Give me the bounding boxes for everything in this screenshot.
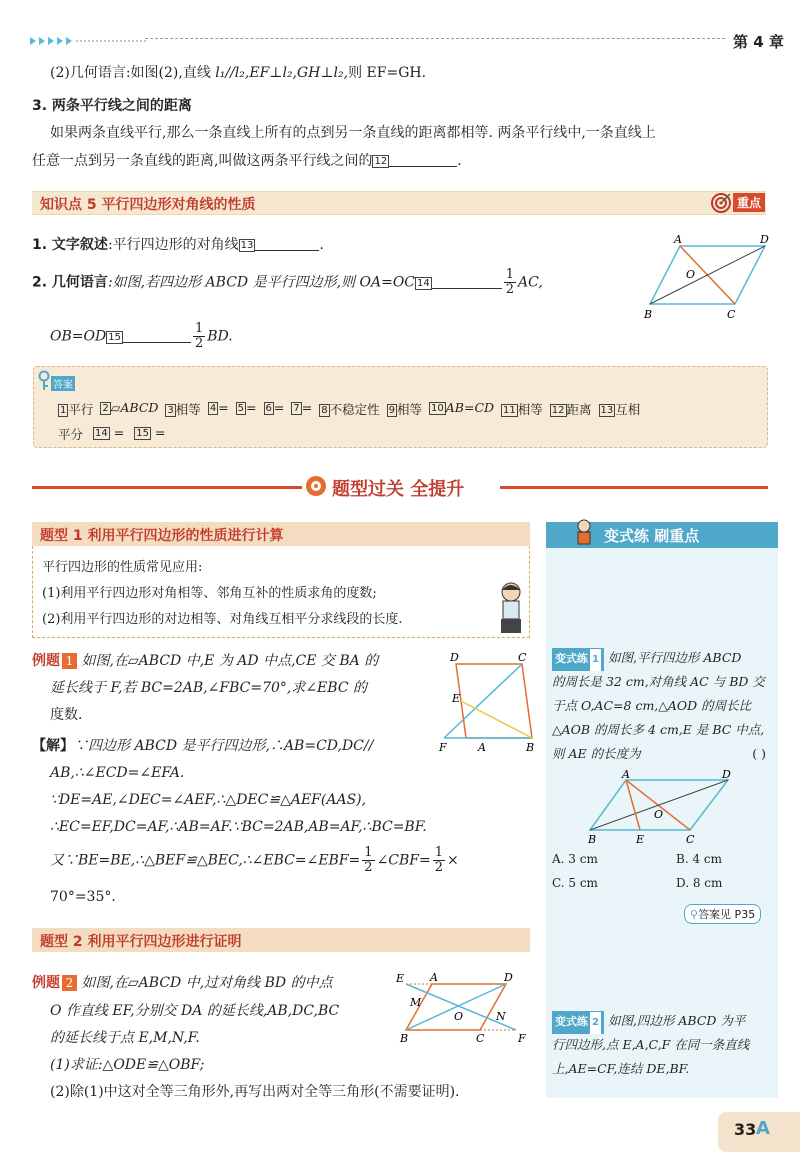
solution-label: 【解】: [32, 738, 74, 754]
variant-label: [552, 648, 604, 671]
answer-item: [165, 400, 200, 418]
fraction-numerator: 1: [505, 267, 515, 282]
label-e: E: [452, 692, 461, 705]
answer-text: 相等: [397, 402, 423, 417]
blank-14[interactable]: [432, 273, 502, 289]
variant-2-line1: [552, 1010, 745, 1034]
answer-text: =: [301, 400, 313, 415]
answer-num: 12: [551, 405, 565, 416]
geo-lang-2: [50, 60, 426, 86]
example-2-line5: (2)除(1)中这对全等三角形外,再写出两对全等三角形(不需要证明).: [50, 1084, 460, 1100]
variant-1-text: 则 AE 的长度为: [552, 746, 641, 761]
banner-rule-right: [500, 486, 768, 489]
example-1-line1: [32, 648, 378, 674]
answer-num: 13: [600, 405, 614, 416]
example-label: 例题: [32, 975, 60, 991]
label-f: F: [439, 741, 447, 754]
label-a: A: [622, 768, 630, 781]
answer-num: 3: [167, 405, 174, 416]
type-1-intro: 平行四边形的性质常见应用:: [42, 560, 203, 575]
example-1-text: 如图,在▱ABCD 中,E 为 AD 中点,CE 交 BA 的: [81, 653, 379, 669]
label-d: D: [504, 971, 513, 984]
header-dots: [30, 34, 150, 44]
variant-1-line1: [552, 647, 741, 671]
example-2-line1: [32, 970, 333, 996]
fraction-half: [362, 846, 374, 875]
example-label: 例题: [32, 653, 60, 669]
answer-item: [319, 400, 379, 418]
blank-13[interactable]: [255, 235, 319, 251]
variant-1-line2: 的周长是 32 cm,对角线 AC 与 BD 交: [552, 674, 765, 689]
example-2-line2: O 作直线 EF,分别交 DA 的延长线,AB,DC,BC: [50, 1003, 340, 1019]
knowledge-point-5-title: 知识点 5 平行四边形对角线的性质: [40, 197, 256, 213]
label-o: O: [654, 808, 664, 821]
figure-example-2: [396, 970, 532, 1046]
answer-text: 相等: [175, 402, 201, 417]
fraction-numerator: 1: [194, 321, 204, 336]
label-f: F: [518, 1032, 526, 1045]
section-3-text: 任意一点到另一条直线的距离,叫做这两条平行线之间的: [32, 153, 373, 169]
fraction-denominator: 2: [505, 282, 515, 297]
answer-num: 7: [293, 403, 300, 414]
answer-item: [550, 400, 592, 418]
label-o: O: [686, 268, 696, 281]
label-b: B: [400, 1032, 409, 1045]
banner-icon: [304, 474, 328, 498]
answers-row-1: [58, 400, 640, 418]
type-1-point-2: (2)利用平行四边形的对边相等、对角线互相平分求线段的长度.: [42, 612, 403, 627]
figure-example-1: [438, 650, 538, 754]
variant-1-line3: 于点 O,AC=8 cm,△AOD 的周长比: [552, 698, 752, 713]
answer-reference-text: 答案见 P35: [698, 908, 756, 921]
section-3-end: .: [457, 153, 462, 169]
answer-reference[interactable]: [684, 904, 761, 924]
geo-lang-2-prefix: (2)几何语言:如图(2),直线: [50, 65, 216, 81]
page-number: 33: [734, 1120, 757, 1139]
answer-text: 不稳定性: [329, 402, 380, 417]
parallelogram-outline: [456, 664, 532, 738]
blank-number-14: 14: [417, 277, 430, 289]
kp5-item2-end: AC,: [518, 274, 543, 291]
example-2-line4: (1)求证:△ODE≌△OBF;: [50, 1057, 205, 1073]
fraction-denominator: 2: [194, 336, 204, 351]
solution-text: ∠CBF=: [376, 852, 431, 869]
logo-a-icon: A: [756, 1118, 770, 1139]
solution-text: 又∵BE=BE,∴△BEF≌△BEC,∴∠EBC=∠EBF=: [50, 852, 361, 869]
answer-text: =: [273, 400, 285, 415]
variant-2-line2: 行四边形,点 E,A,C,F 在同一条直线: [552, 1037, 750, 1052]
solution-line4: ∴EC=EF,DC=AF,∴AB=AF.∵BC=2AB,AB=AF,∴BC=BF.: [50, 819, 427, 835]
blank-12[interactable]: [389, 151, 457, 167]
geo-lang-2-suffix: 则 EF=GH.: [348, 65, 427, 81]
figure-variant-1: [582, 768, 742, 848]
label-a: A: [430, 971, 438, 984]
type-1-title: 题型 1 利用平行四边形的性质进行计算: [40, 528, 284, 544]
answer-text: 相等: [517, 402, 543, 417]
answer-text: =: [113, 425, 125, 440]
variant-1-line5: [552, 743, 772, 765]
key-point-badge: 重点: [733, 193, 765, 212]
figure-parallelogram-abcd: [640, 232, 780, 322]
banner-title: 题型过关 全提升: [332, 479, 465, 500]
label-n: N: [496, 1010, 506, 1023]
label-c: C: [727, 308, 736, 321]
label-o: O: [454, 1010, 464, 1023]
variant-1-line4: △AOB 的周长多 4 cm,E 是 BC 中点,: [552, 722, 765, 737]
answer-num: 8: [321, 405, 328, 416]
answer-num: 1: [60, 405, 67, 416]
label-e: E: [636, 833, 645, 846]
chapter-label: 第 4 章: [733, 33, 784, 51]
answer-item: [93, 425, 124, 443]
answer-paren[interactable]: ( ): [752, 746, 766, 761]
answer-num: 10: [431, 403, 444, 414]
cartoon-thinker-icon: [492, 580, 530, 636]
answer-num: 14: [95, 428, 108, 439]
variant-1-text: 如图,平行四边形 ABCD: [607, 650, 742, 665]
answer-item: [208, 400, 229, 418]
answer-text: 平分: [58, 427, 84, 442]
kp5-item2: [32, 268, 543, 297]
answer-num: 5: [237, 403, 245, 414]
answer-text: =: [246, 400, 257, 415]
sidebar-title: 变式练 刷重点: [604, 527, 700, 545]
fraction-denominator: 2: [364, 860, 373, 875]
variant-2-line3: 上,AE=CF,连结 DE,BF.: [552, 1061, 690, 1076]
kp5-item1-label: 1. 文字叙述: [32, 237, 108, 253]
solution-line5: [50, 846, 459, 875]
answer-text: =: [218, 400, 229, 415]
solution-text: ×: [447, 852, 459, 869]
kp5-item1-end: .: [319, 237, 324, 253]
kp5-item3-end: BD.: [207, 328, 233, 345]
answer-item: [264, 400, 285, 418]
answer-num: 11: [503, 405, 516, 416]
option-b[interactable]: B. 4 cm: [676, 852, 722, 866]
header-rule: [145, 38, 725, 39]
student-icon: [572, 518, 596, 548]
fraction-numerator: 1: [364, 845, 373, 860]
solution-line2: AB,∴∠ECD=∠EFA.: [50, 765, 185, 781]
label-b: B: [644, 308, 653, 321]
type-2-title: 题型 2 利用平行四边形进行证明: [40, 934, 242, 950]
label-c: C: [476, 1032, 485, 1045]
example-1-line3: 度数.: [50, 707, 83, 723]
banner-rule-left: [32, 486, 302, 489]
label-c: C: [518, 651, 527, 664]
kp5-item2-label: 2. 几何语言: [32, 274, 108, 291]
answer-text: 距离: [566, 402, 592, 417]
answer-item: [236, 400, 257, 418]
answer-text: =: [154, 425, 166, 440]
diagonal-bd: [590, 780, 728, 830]
example-2-line3: 的延长线于点 E,M,N,F.: [50, 1030, 200, 1046]
label-c: C: [686, 833, 695, 846]
answer-text: 平行: [68, 402, 94, 417]
answer-item: [291, 400, 312, 418]
label-e: E: [396, 972, 405, 985]
kp5-item1: [32, 232, 324, 258]
answer-text: AB=CD: [445, 400, 495, 415]
example-number: 2: [62, 975, 77, 991]
label-d: D: [450, 651, 459, 664]
section-3-line2: [32, 148, 462, 174]
fraction-half: [504, 268, 516, 297]
fraction-numerator: 1: [434, 845, 444, 860]
geo-lang-2-formula: l₁//l₂,EF⊥l₂,GH⊥l₂,: [215, 65, 349, 81]
answer-item: [134, 425, 165, 443]
variant-label-text: 变式练: [555, 652, 588, 665]
blank-15[interactable]: [123, 327, 191, 343]
option-c[interactable]: C. 5 cm: [552, 876, 598, 890]
option-d[interactable]: D. 8 cm: [676, 876, 723, 890]
variant-label-text: 变式练: [555, 1015, 588, 1028]
label-d: D: [760, 233, 769, 246]
answer-label: 答案: [51, 376, 75, 391]
variant-label: [552, 1011, 604, 1034]
segment-ae: [626, 780, 640, 830]
label-a: A: [674, 233, 682, 246]
answer-item: [501, 400, 543, 418]
diagonal-bd: [650, 246, 765, 304]
label-b: B: [526, 741, 535, 754]
variant-2-text: 如图,四边形 ABCD 为平: [607, 1013, 746, 1028]
answer-num: 6: [265, 403, 272, 414]
answer-item: [58, 400, 93, 418]
answer-item: [387, 400, 422, 418]
line-be: [461, 701, 532, 738]
answer-item: [429, 400, 494, 418]
example-2-text: 如图,在▱ABCD 中,过对角线 BD 的中点: [81, 975, 333, 991]
label-b: B: [588, 833, 597, 846]
key-icon: [36, 370, 52, 392]
fraction-denominator: 2: [434, 860, 444, 875]
answer-item: [100, 400, 158, 418]
blank-number-15: 15: [108, 331, 121, 343]
kp5-item3: [50, 322, 233, 351]
fraction-half: [433, 846, 445, 875]
variant-number: 1: [590, 649, 601, 671]
type-1-point-1: (1)利用平行四边形对角相等、邻角互补的性质求角的度数;: [42, 586, 377, 601]
blank-number-12: 12: [374, 156, 388, 167]
label-d: D: [722, 768, 731, 781]
answer-num: 9: [388, 405, 396, 416]
blank-number-13: 13: [240, 240, 254, 251]
answers-row-2: [58, 425, 165, 443]
option-a[interactable]: A. 3 cm: [552, 852, 598, 866]
answer-item: [599, 400, 641, 418]
example-number: 1: [62, 653, 77, 669]
label-m: M: [410, 996, 422, 1009]
kp5-item2-text: :如图,若四边形 ABCD 是平行四边形,则 OA=OC: [107, 274, 416, 291]
kp5-item3-text: OB=OD: [50, 328, 107, 345]
target-icon: [710, 192, 732, 214]
solution-line3: ∵DE=AE,∠DEC=∠AEF,∴△DEC≌△AEF(AAS),: [50, 792, 367, 808]
example-1-line2: 延长线于 F,若 BC=2AB,∠FBC=70°,求∠EBC 的: [50, 680, 367, 696]
solution-line1: [32, 733, 373, 759]
answer-text: 互相: [615, 402, 641, 417]
key-icon: ⚲: [690, 908, 699, 921]
answer-text: ▱ABCD: [110, 400, 159, 415]
label-a: A: [478, 741, 486, 754]
kp5-item1-text: :平行四边形的对角线: [107, 237, 239, 253]
solution-text: ∵四边形 ABCD 是平行四边形,∴AB=CD,DC//: [74, 738, 374, 754]
answer-num: 15: [136, 428, 149, 439]
solution-line6: 70°=35°.: [50, 889, 116, 905]
answer-num: 2: [102, 403, 109, 414]
answer-num: 4: [209, 403, 217, 414]
fraction-half: [193, 322, 205, 351]
section-3-title: 3. 两条平行线之间的距离: [32, 98, 192, 114]
variant-number: 2: [590, 1012, 601, 1034]
section-3-line1: 如果两条直线平行,那么一条直线上所有的点到另一条直线的距离都相等. 两条平行线中,一条直线上: [50, 125, 656, 141]
